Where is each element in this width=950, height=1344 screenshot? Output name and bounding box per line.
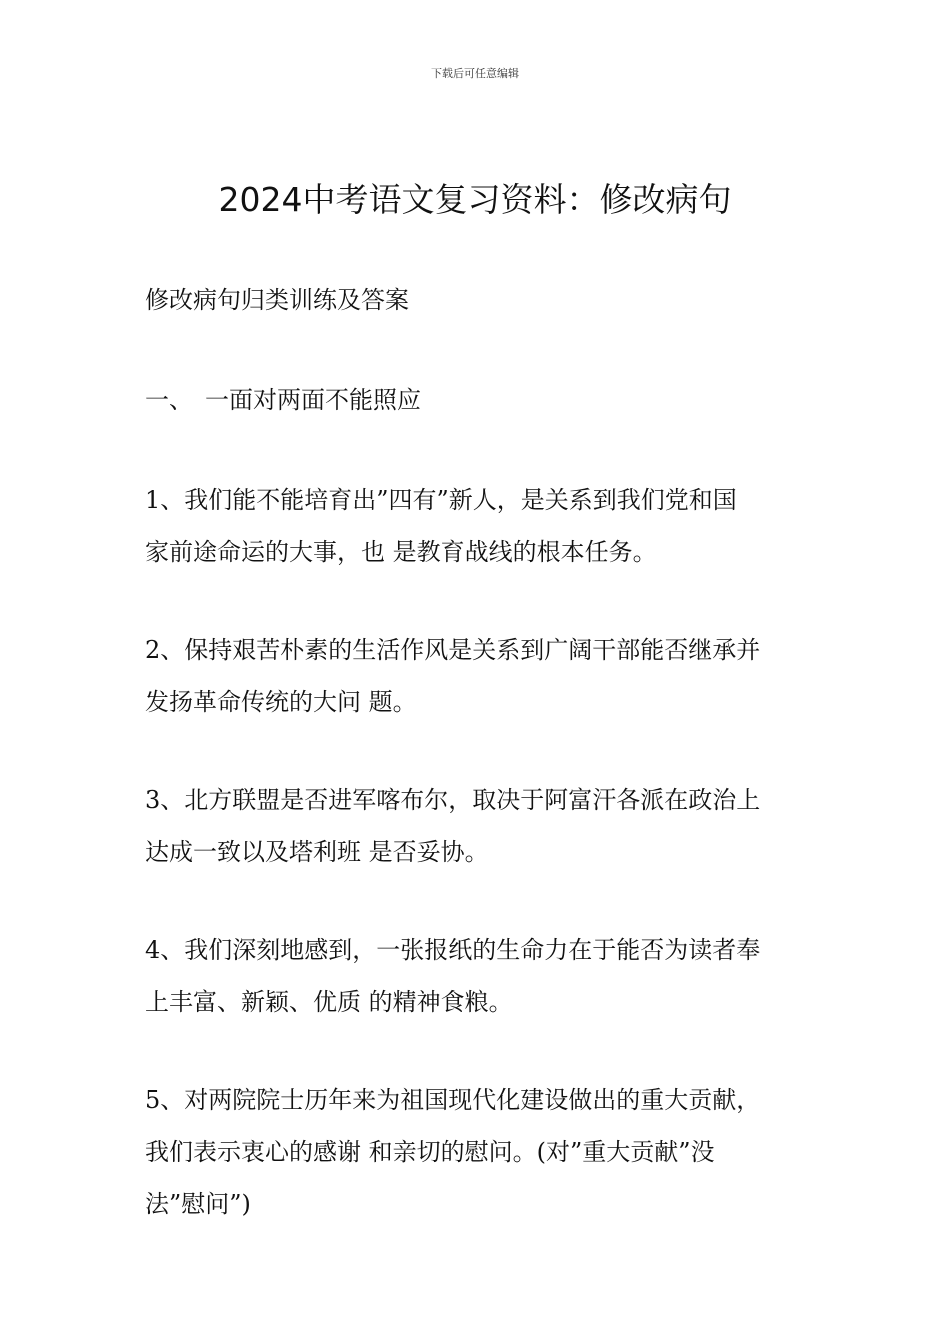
header-note: 下载后可任意编辑 [431,67,519,80]
item-line: 法”慰问”) [145,1190,251,1218]
list-item [145,1074,810,1230]
item-line: 上丰富、新颖、优质 的精神食粮。 [145,988,513,1016]
list-item [145,474,810,578]
item-line: 家前途命运的大事，也 是教育战线的根本任务。 [145,538,657,566]
item-line: 我们表示衷心的感谢 和亲切的慰问。(对”重大贡献”没 [145,1138,715,1166]
list-item [145,624,810,728]
list-item [145,774,810,878]
item-line: 4、我们深刻地感到，一张报纸的生命力在于能否为读者奉 [145,936,761,964]
list-item [145,924,810,1028]
item-line: 5、对两院院士历年来为祖国现代化建设做出的重大贡献， [145,1086,761,1114]
item-line: 2、保持艰苦朴素的生活作风是关系到广阔干部能否继承并 [145,636,761,664]
section-heading: 一、 一面对两面不能照应 [145,386,421,414]
item-line: 发扬革命传统的大问 题。 [145,688,417,716]
document-subtitle: 修改病句归类训练及答案 [145,286,409,314]
item-line: 3、北方联盟是否进军喀布尔，取决于阿富汗各派在政治上 [145,786,761,814]
item-line: 达成一致以及塔利班 是否妥协。 [145,838,489,866]
document-title: 2024中考语文复习资料：修改病句 [218,180,732,219]
item-line: 1、我们能不能培育出”四有”新人，是关系到我们党和国 [145,486,737,514]
